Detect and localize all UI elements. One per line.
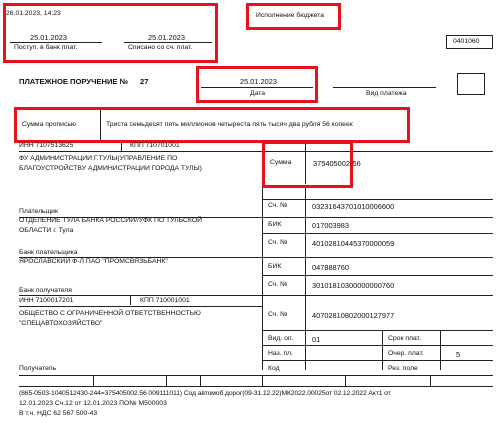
payer-bank-line-2: ОБЛАСТИ г. Тула	[19, 227, 74, 234]
payee-account-label: Сч. №	[268, 311, 288, 318]
order-date: 25.01.2023	[240, 77, 277, 86]
payer-account-label: Сч. №	[268, 202, 288, 209]
debited-date-label: Списано со сч. плат.	[128, 44, 193, 51]
payee-kpp: КПП 710001001	[140, 297, 190, 304]
amount-label: Сумма	[270, 159, 292, 166]
budget-execution-text: Исполнение бюджета	[256, 12, 325, 19]
payee-bank-label: Банк получателя	[19, 287, 72, 294]
codes-row2-line	[262, 360, 493, 361]
amount-words-text: Триста семьдесят пять миллионов четыреста пять тысяч два рубля 56 копеек	[106, 121, 353, 128]
amount-words-label: Сумма прописью	[22, 121, 76, 128]
payer-bank-label: Банк плательщика	[19, 249, 78, 256]
amount-label-divider	[305, 144, 306, 184]
payment-type-label: Вид платежа	[366, 90, 407, 97]
grid-mid-col-line	[305, 188, 306, 370]
debited-date: 25.01.2023	[148, 33, 185, 42]
tax-cell-div-4	[262, 375, 263, 386]
grid-right-mid-line	[440, 330, 441, 370]
payer-bank-line-1: ОТДЕЛЕНИЕ ТУЛА БАНКА РОССИИ//УФК ПО ТУЛЬСКОЙ	[19, 217, 203, 224]
grid-right-col-line	[382, 330, 383, 370]
order-date-label: Дата	[250, 90, 266, 97]
reserve-label: Рез. поле	[388, 365, 418, 372]
form-code: 0401060	[453, 38, 480, 45]
payee-name-line-1: ОБЩЕСТВО С ОГРАНИЧЕННОЙ ОТВЕТСТВЕННОСТЬЮ	[19, 310, 201, 317]
tax-cell-div-6	[430, 375, 431, 386]
code-label: Код	[268, 365, 280, 372]
payee-corr-account: 30101810300000000760	[312, 281, 395, 290]
purpose-line-1: (865-0503-1040512430-244=375405002.56 009111011) Сод автомоб.дорог(09-31.12.22)МК2022.00025от 02.12.2022 Акт1 от	[19, 390, 391, 397]
order-date-line	[201, 87, 313, 88]
order-value: 5	[456, 350, 461, 359]
payer-account-line-top	[262, 199, 493, 200]
payer-corr-account: 40102810445370000059	[312, 239, 395, 248]
order-title: ПЛАТЕЖНОЕ ПОРУЧЕНИЕ №	[19, 77, 129, 86]
payee-inn-top-line	[19, 295, 493, 296]
payer-bik-label: БИК	[268, 221, 282, 228]
codes-top-line	[262, 330, 493, 331]
status-box	[457, 73, 485, 95]
payee-account: 40702810802000127977	[312, 311, 395, 320]
purpose-line-3: В т.ч. НДС 62 567 500-43	[19, 410, 98, 417]
payee-inn-kpp-divider	[130, 295, 131, 305]
payer-bik-line	[262, 233, 493, 234]
received-date-label: Поступ. в банк плат.	[14, 44, 78, 51]
debited-date-line	[124, 42, 212, 43]
payee-bank-name: ЯРОСЛАВСКИЙ Ф-Л ПАО "ПРОМСВЯЗЬБАНК"	[19, 258, 168, 265]
payer-section-label: Плательщик	[19, 208, 58, 215]
print-timestamp: 26.01.2023, 14:23	[6, 10, 61, 17]
received-date: 25.01.2023	[30, 33, 67, 42]
tax-row-top-line	[19, 375, 493, 376]
payer-name-line-1: ФУ АДМИНИСТРАЦИИ Г.ТУЛЫ(УПРАВЛЕНИЕ ПО	[19, 155, 178, 162]
payee-name-line-2: "СПЕЦАВТОХОЗЯЙСТВО"	[19, 320, 103, 327]
tax-row-bottom-line	[19, 386, 493, 387]
payer-bik: 017003983	[312, 221, 349, 230]
payer-inn: ИНН 7107513625	[19, 142, 74, 149]
op-type-value: 01	[312, 335, 321, 344]
payee-inn-bottom-line	[19, 306, 262, 307]
payee-inn: ИНН 7100017201	[19, 297, 74, 304]
op-type-label: Вид. оп.	[268, 335, 294, 342]
pay-term-label: Срок плат.	[388, 335, 421, 342]
payee-bik: 047888760	[312, 263, 349, 272]
payee-bik-line	[262, 275, 493, 276]
payer-inn-kpp-divider	[121, 142, 122, 152]
grid-left-col-line	[262, 188, 263, 370]
payer-name-line-2: БЛАГОУСТРОЙСТВУ АДМИНИСТРАЦИИ ГОРОДА ТУЛЫ)	[19, 165, 202, 172]
payer-corr-label: Сч. №	[268, 239, 288, 246]
payee-section-label: Получатель	[19, 365, 57, 372]
payer-top-line	[19, 151, 493, 152]
tax-cell-div-2	[166, 375, 167, 386]
payer-kpp: КПП 710701001	[130, 142, 180, 149]
purpose-line-2: 12.01.2023 Сч.12 от 12.01.2023 ПО№ М500003	[19, 400, 167, 407]
payee-corr-label: Сч. №	[268, 281, 288, 288]
codes-row1-line	[262, 345, 493, 346]
payment-type-line	[333, 87, 436, 88]
purpose-code-label: Наз. пл.	[268, 350, 294, 357]
order-number: 27	[140, 77, 149, 86]
tax-cell-div-5	[345, 375, 346, 386]
received-date-line	[10, 42, 102, 43]
tax-cell-div-1	[93, 375, 94, 386]
order-label: Очер. плат.	[388, 350, 424, 357]
payee-bik-label: БИК	[268, 263, 282, 270]
amount-value: 375405002-56	[313, 159, 361, 168]
amount-words-divider	[100, 110, 101, 140]
tax-cell-div-3	[200, 375, 201, 386]
payer-account: 03231643701010006600	[312, 202, 395, 211]
